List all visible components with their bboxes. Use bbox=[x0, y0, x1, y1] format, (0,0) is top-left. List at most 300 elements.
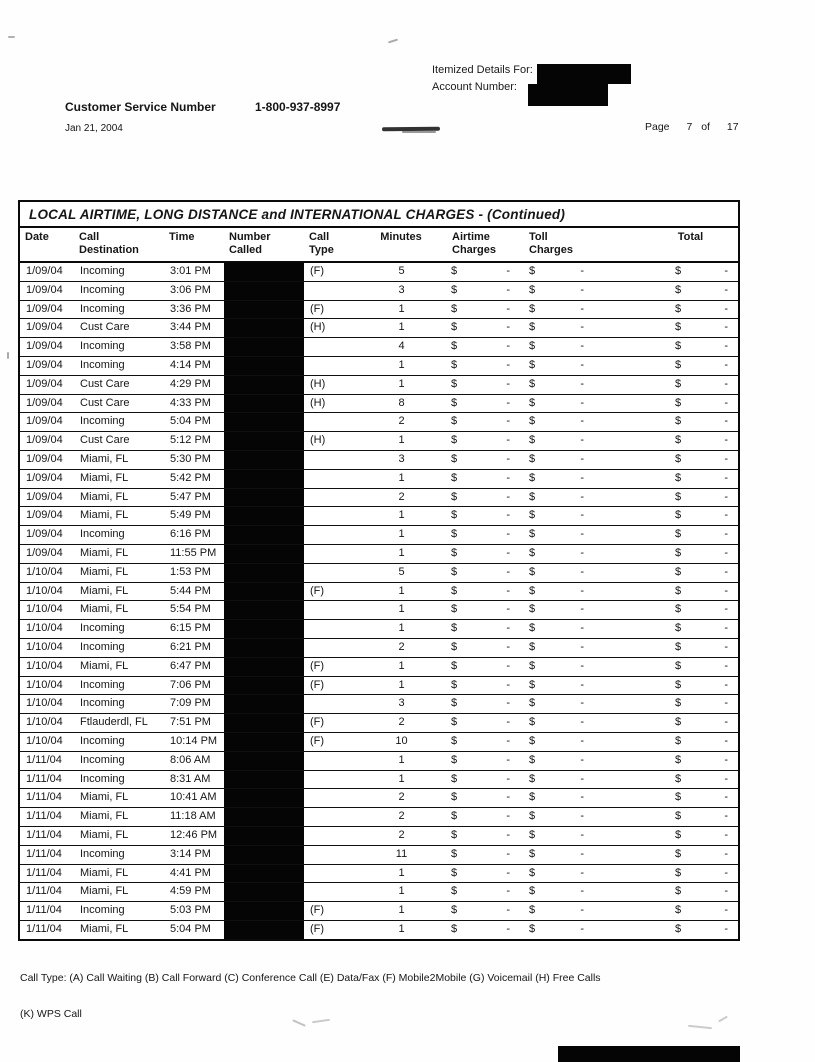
total-amount: - bbox=[724, 283, 728, 296]
cell-minutes: 1 bbox=[354, 676, 447, 695]
cell-date: 1/11/04 bbox=[20, 789, 74, 808]
cell-number-called-redacted bbox=[224, 413, 304, 432]
cell-date: 1/10/04 bbox=[20, 620, 74, 639]
cell-airtime-charges bbox=[447, 770, 524, 789]
cell-time: 8:31 AM bbox=[164, 770, 224, 789]
cell-time: 6:16 PM bbox=[164, 526, 224, 545]
currency-symbol: $ bbox=[451, 283, 458, 296]
cell-number-called-redacted bbox=[224, 394, 304, 413]
total-amount: - bbox=[724, 622, 728, 635]
cell-destination: Cust Care bbox=[74, 319, 164, 338]
cell-destination: Miami, FL bbox=[74, 826, 164, 845]
cell-destination: Incoming bbox=[74, 526, 164, 545]
cell-number-called-redacted bbox=[224, 676, 304, 695]
cell-total bbox=[642, 338, 738, 357]
cell-minutes: 1 bbox=[354, 883, 447, 902]
total-amount: - bbox=[724, 810, 728, 823]
cell-minutes: 1 bbox=[354, 375, 447, 394]
cell-date: 1/11/04 bbox=[20, 770, 74, 789]
page-label: Page bbox=[645, 121, 670, 133]
currency-symbol: $ bbox=[529, 340, 536, 353]
cell-airtime-charges bbox=[447, 808, 524, 827]
currency-symbol: $ bbox=[451, 866, 458, 879]
cell-call-type bbox=[304, 469, 354, 488]
cell-minutes: 10 bbox=[354, 732, 447, 751]
currency-symbol: $ bbox=[529, 546, 536, 559]
cell-total bbox=[642, 544, 738, 563]
cell-toll-charges bbox=[524, 488, 642, 507]
cell-date: 1/10/04 bbox=[20, 695, 74, 714]
total-amount: - bbox=[724, 471, 728, 484]
cell-number-called-redacted bbox=[224, 356, 304, 375]
cell-call-type: (F) bbox=[304, 582, 354, 601]
toll-amount: - bbox=[580, 828, 584, 841]
toll-amount: - bbox=[580, 885, 584, 898]
cell-number-called-redacted bbox=[224, 714, 304, 733]
cell-number-called-redacted bbox=[224, 826, 304, 845]
cell-minutes: 1 bbox=[354, 507, 447, 526]
cell-toll-charges bbox=[524, 864, 642, 883]
total-amount: - bbox=[724, 302, 728, 315]
currency-symbol: $ bbox=[451, 847, 458, 860]
cell-number-called-redacted bbox=[224, 845, 304, 864]
toll-amount: - bbox=[580, 377, 584, 390]
cell-date: 1/10/04 bbox=[20, 657, 74, 676]
cell-toll-charges bbox=[524, 770, 642, 789]
call-record-row bbox=[20, 281, 738, 300]
cell-number-called-redacted bbox=[224, 338, 304, 357]
cell-number-called-redacted bbox=[224, 300, 304, 319]
cell-airtime-charges bbox=[447, 507, 524, 526]
cell-toll-charges bbox=[524, 507, 642, 526]
cell-minutes: 2 bbox=[354, 638, 447, 657]
cell-destination: Incoming bbox=[74, 281, 164, 300]
cell-time: 4:33 PM bbox=[164, 394, 224, 413]
cell-destination: Miami, FL bbox=[74, 469, 164, 488]
cell-total bbox=[642, 751, 738, 770]
cell-number-called-redacted bbox=[224, 432, 304, 451]
cell-total bbox=[642, 808, 738, 827]
cell-minutes: 1 bbox=[354, 526, 447, 545]
cell-toll-charges bbox=[524, 394, 642, 413]
cell-destination: Miami, FL bbox=[74, 601, 164, 620]
airtime-amount: - bbox=[506, 904, 510, 917]
cell-call-type: (F) bbox=[304, 714, 354, 733]
cell-total bbox=[642, 507, 738, 526]
airtime-amount: - bbox=[506, 396, 510, 409]
cell-minutes: 1 bbox=[354, 582, 447, 601]
airtime-amount: - bbox=[506, 678, 510, 691]
cell-date: 1/11/04 bbox=[20, 826, 74, 845]
cell-toll-charges bbox=[524, 526, 642, 545]
cell-toll-charges bbox=[524, 695, 642, 714]
page-number: 7 bbox=[686, 121, 693, 133]
cell-destination: Miami, FL bbox=[74, 507, 164, 526]
cell-time: 12:46 PM bbox=[164, 826, 224, 845]
call-record-row bbox=[20, 902, 738, 921]
cell-total bbox=[642, 676, 738, 695]
cell-time: 5:47 PM bbox=[164, 488, 224, 507]
currency-symbol: $ bbox=[675, 640, 682, 653]
airtime-amount: - bbox=[506, 434, 510, 447]
cell-call-type bbox=[304, 507, 354, 526]
cell-date: 1/10/04 bbox=[20, 563, 74, 582]
cell-toll-charges bbox=[524, 845, 642, 864]
cell-total bbox=[642, 864, 738, 883]
col-header-minutes: Minutes bbox=[354, 228, 447, 262]
currency-symbol: $ bbox=[675, 922, 682, 935]
cell-destination: Cust Care bbox=[74, 432, 164, 451]
cell-date: 1/11/04 bbox=[20, 751, 74, 770]
cell-minutes: 1 bbox=[354, 601, 447, 620]
cell-time: 3:58 PM bbox=[164, 338, 224, 357]
currency-symbol: $ bbox=[529, 678, 536, 691]
call-record-row bbox=[20, 394, 738, 413]
currency-symbol: $ bbox=[451, 415, 458, 428]
cell-total bbox=[642, 394, 738, 413]
currency-symbol: $ bbox=[529, 659, 536, 672]
airtime-amount: - bbox=[506, 321, 510, 334]
airtime-amount: - bbox=[506, 415, 510, 428]
airtime-amount: - bbox=[506, 265, 510, 277]
currency-symbol: $ bbox=[451, 265, 458, 277]
currency-symbol: $ bbox=[529, 283, 536, 296]
toll-amount: - bbox=[580, 734, 584, 747]
currency-symbol: $ bbox=[675, 847, 682, 860]
cell-toll-charges bbox=[524, 450, 642, 469]
col-header-toll-charges: Toll Charges bbox=[524, 228, 642, 262]
airtime-amount: - bbox=[506, 828, 510, 841]
cell-date: 1/11/04 bbox=[20, 864, 74, 883]
cell-toll-charges bbox=[524, 300, 642, 319]
currency-symbol: $ bbox=[529, 734, 536, 747]
col-header-call-destination: Call Destination bbox=[74, 228, 164, 262]
cell-total bbox=[642, 582, 738, 601]
cell-call-type: (F) bbox=[304, 262, 354, 281]
cell-time: 5:30 PM bbox=[164, 450, 224, 469]
toll-amount: - bbox=[580, 603, 584, 616]
cell-number-called-redacted bbox=[224, 808, 304, 827]
currency-symbol: $ bbox=[675, 302, 682, 315]
currency-symbol: $ bbox=[529, 321, 536, 334]
airtime-amount: - bbox=[506, 847, 510, 860]
currency-symbol: $ bbox=[451, 471, 458, 484]
total-amount: - bbox=[724, 922, 728, 935]
currency-symbol: $ bbox=[675, 734, 682, 747]
cell-total bbox=[642, 356, 738, 375]
cell-date: 1/11/04 bbox=[20, 845, 74, 864]
cell-total bbox=[642, 601, 738, 620]
cell-airtime-charges bbox=[447, 544, 524, 563]
toll-amount: - bbox=[580, 396, 584, 409]
total-amount: - bbox=[724, 828, 728, 841]
cell-destination: Incoming bbox=[74, 845, 164, 864]
currency-symbol: $ bbox=[529, 265, 536, 277]
cell-total bbox=[642, 375, 738, 394]
cell-call-type bbox=[304, 563, 354, 582]
toll-amount: - bbox=[580, 622, 584, 635]
cell-time: 10:41 AM bbox=[164, 789, 224, 808]
total-amount: - bbox=[724, 791, 728, 804]
cell-toll-charges bbox=[524, 883, 642, 902]
redaction-footer bbox=[558, 1046, 740, 1062]
call-record-row bbox=[20, 808, 738, 827]
cell-toll-charges bbox=[524, 432, 642, 451]
toll-amount: - bbox=[580, 716, 584, 729]
redaction-customer-name bbox=[537, 64, 631, 84]
currency-symbol: $ bbox=[451, 622, 458, 635]
cell-minutes: 3 bbox=[354, 450, 447, 469]
total-amount: - bbox=[724, 716, 728, 729]
cell-destination: Miami, FL bbox=[74, 789, 164, 808]
cell-time: 4:59 PM bbox=[164, 883, 224, 902]
scan-artifact bbox=[7, 352, 9, 359]
total-amount: - bbox=[724, 697, 728, 710]
cell-total bbox=[642, 770, 738, 789]
toll-amount: - bbox=[580, 283, 584, 296]
currency-symbol: $ bbox=[675, 358, 682, 371]
cell-minutes: 4 bbox=[354, 338, 447, 357]
toll-amount: - bbox=[580, 922, 584, 935]
cell-time: 6:47 PM bbox=[164, 657, 224, 676]
cell-number-called-redacted bbox=[224, 563, 304, 582]
charges-table-title: LOCAL AIRTIME, LONG DISTANCE and INTERNATIONAL CHARGES - (Continued) bbox=[20, 202, 738, 228]
cell-time: 5:44 PM bbox=[164, 582, 224, 601]
total-amount: - bbox=[724, 452, 728, 465]
cell-total bbox=[642, 902, 738, 921]
cell-minutes: 5 bbox=[354, 262, 447, 281]
currency-symbol: $ bbox=[675, 434, 682, 447]
currency-symbol: $ bbox=[451, 716, 458, 729]
cell-minutes: 2 bbox=[354, 808, 447, 827]
cell-date: 1/10/04 bbox=[20, 582, 74, 601]
cell-toll-charges bbox=[524, 620, 642, 639]
cell-date: 1/09/04 bbox=[20, 450, 74, 469]
cell-airtime-charges bbox=[447, 413, 524, 432]
col-header-call-type: Call Type bbox=[304, 228, 354, 262]
cell-airtime-charges bbox=[447, 469, 524, 488]
call-type-legend: Call Type: (A) Call Waiting (B) Call Forward (C) Conference Call (E) Data/Fax (F) Mobile2Mobile (G) Voicemail (H) Free Calls bbox=[20, 972, 601, 984]
toll-amount: - bbox=[580, 697, 584, 710]
cell-time: 3:01 PM bbox=[164, 262, 224, 281]
cell-minutes: 2 bbox=[354, 488, 447, 507]
cell-total bbox=[642, 300, 738, 319]
cell-destination: Miami, FL bbox=[74, 883, 164, 902]
cell-call-type bbox=[304, 338, 354, 357]
airtime-amount: - bbox=[506, 659, 510, 672]
cell-total bbox=[642, 281, 738, 300]
cell-minutes: 1 bbox=[354, 300, 447, 319]
cell-number-called-redacted bbox=[224, 262, 304, 281]
cell-airtime-charges bbox=[447, 338, 524, 357]
cell-airtime-charges bbox=[447, 751, 524, 770]
cell-minutes: 1 bbox=[354, 469, 447, 488]
cell-date: 1/09/04 bbox=[20, 507, 74, 526]
airtime-amount: - bbox=[506, 753, 510, 766]
cell-airtime-charges bbox=[447, 563, 524, 582]
currency-symbol: $ bbox=[451, 358, 458, 371]
cell-destination: Incoming bbox=[74, 638, 164, 657]
total-amount: - bbox=[724, 753, 728, 766]
cell-number-called-redacted bbox=[224, 883, 304, 902]
cell-minutes: 1 bbox=[354, 770, 447, 789]
customer-service-number: 1-800-937-8997 bbox=[255, 100, 341, 114]
cell-total bbox=[642, 826, 738, 845]
cell-time: 3:06 PM bbox=[164, 281, 224, 300]
cell-destination: Miami, FL bbox=[74, 864, 164, 883]
currency-symbol: $ bbox=[675, 528, 682, 541]
toll-amount: - bbox=[580, 302, 584, 315]
cell-time: 7:06 PM bbox=[164, 676, 224, 695]
call-record-row bbox=[20, 544, 738, 563]
cell-minutes: 3 bbox=[354, 695, 447, 714]
total-amount: - bbox=[724, 772, 728, 785]
call-record-row bbox=[20, 695, 738, 714]
cell-total bbox=[642, 432, 738, 451]
cell-airtime-charges bbox=[447, 281, 524, 300]
currency-symbol: $ bbox=[451, 377, 458, 390]
total-amount: - bbox=[724, 546, 728, 559]
page-indicator bbox=[645, 121, 739, 133]
cell-destination: Cust Care bbox=[74, 394, 164, 413]
cell-time: 7:09 PM bbox=[164, 695, 224, 714]
total-amount: - bbox=[724, 885, 728, 898]
airtime-amount: - bbox=[506, 528, 510, 541]
cell-total bbox=[642, 845, 738, 864]
cell-date: 1/09/04 bbox=[20, 394, 74, 413]
currency-symbol: $ bbox=[451, 904, 458, 917]
total-amount: - bbox=[724, 659, 728, 672]
airtime-amount: - bbox=[506, 697, 510, 710]
currency-symbol: $ bbox=[451, 321, 458, 334]
cell-call-type: (F) bbox=[310, 922, 325, 935]
cell-minutes: 11 bbox=[354, 845, 447, 864]
account-number-label: Account Number: bbox=[432, 81, 517, 93]
cell-airtime-charges bbox=[447, 695, 524, 714]
cell-minutes: 1 bbox=[354, 657, 447, 676]
cell-time: 5:54 PM bbox=[164, 601, 224, 620]
cell-call-type bbox=[304, 601, 354, 620]
col-header-total: Total bbox=[642, 228, 738, 262]
toll-amount: - bbox=[580, 546, 584, 559]
cell-airtime-charges bbox=[447, 845, 524, 864]
scan-artifact bbox=[312, 1019, 330, 1023]
currency-symbol: $ bbox=[529, 622, 536, 635]
total-amount: - bbox=[724, 603, 728, 616]
cell-time: 8:06 AM bbox=[164, 751, 224, 770]
currency-symbol: $ bbox=[451, 302, 458, 315]
toll-amount: - bbox=[580, 659, 584, 672]
cell-time: 3:14 PM bbox=[164, 845, 224, 864]
currency-symbol: $ bbox=[675, 490, 682, 503]
col-header-date: Date bbox=[20, 228, 74, 262]
currency-symbol: $ bbox=[529, 509, 536, 522]
cell-date: 1/11/04 bbox=[20, 902, 74, 921]
cell-number-called-redacted bbox=[224, 864, 304, 883]
airtime-amount: - bbox=[506, 302, 510, 315]
cell-destination: Incoming bbox=[74, 732, 164, 751]
cell-destination: Ftlauderdl, FL bbox=[74, 714, 164, 733]
currency-symbol: $ bbox=[451, 528, 458, 541]
call-record-row bbox=[20, 770, 738, 789]
currency-symbol: $ bbox=[529, 490, 536, 503]
cell-toll-charges bbox=[524, 808, 642, 827]
airtime-amount: - bbox=[506, 565, 510, 578]
total-amount: - bbox=[724, 565, 728, 578]
cell-number-called-redacted bbox=[224, 469, 304, 488]
currency-symbol: $ bbox=[529, 565, 536, 578]
airtime-amount: - bbox=[506, 734, 510, 747]
currency-symbol: $ bbox=[675, 885, 682, 898]
cell-airtime-charges bbox=[447, 732, 524, 751]
cell-date: 1/11/04 bbox=[20, 808, 74, 827]
cell-date: 1/09/04 bbox=[20, 281, 74, 300]
currency-symbol: $ bbox=[451, 828, 458, 841]
cell-number-called-redacted bbox=[224, 526, 304, 545]
currency-symbol: $ bbox=[675, 509, 682, 522]
cell-time: 5:04 PM bbox=[164, 413, 224, 432]
currency-symbol: $ bbox=[451, 734, 458, 747]
toll-amount: - bbox=[580, 471, 584, 484]
airtime-amount: - bbox=[506, 377, 510, 390]
cell-toll-charges bbox=[524, 826, 642, 845]
currency-symbol: $ bbox=[529, 810, 536, 823]
cell-call-type bbox=[304, 281, 354, 300]
currency-symbol: $ bbox=[451, 791, 458, 804]
cell-call-type bbox=[304, 826, 354, 845]
currency-symbol: $ bbox=[451, 565, 458, 578]
cell-toll-charges bbox=[524, 262, 642, 281]
cell-destination: Incoming bbox=[74, 338, 164, 357]
total-amount: - bbox=[724, 434, 728, 447]
cell-airtime-charges bbox=[447, 657, 524, 676]
cell-number-called-redacted bbox=[224, 695, 304, 714]
cell-number-called-redacted bbox=[224, 789, 304, 808]
total-amount: - bbox=[724, 584, 728, 597]
cell-destination: Miami, FL bbox=[80, 922, 129, 935]
cell-airtime-charges bbox=[447, 526, 524, 545]
cell-call-type bbox=[304, 883, 354, 902]
cell-date: 1/09/04 bbox=[20, 375, 74, 394]
call-record-row bbox=[20, 507, 738, 526]
currency-symbol: $ bbox=[675, 321, 682, 334]
airtime-amount: - bbox=[506, 716, 510, 729]
cell-total bbox=[642, 620, 738, 639]
total-amount: - bbox=[724, 340, 728, 353]
call-record-row bbox=[20, 375, 738, 394]
airtime-amount: - bbox=[506, 490, 510, 503]
currency-symbol: $ bbox=[451, 434, 458, 447]
call-record-row bbox=[20, 789, 738, 808]
cell-time: 5:04 PM bbox=[170, 922, 211, 935]
cell-call-type: (F) bbox=[304, 300, 354, 319]
call-record-row bbox=[20, 563, 738, 582]
wps-call-note: (K) WPS Call bbox=[20, 1008, 82, 1020]
customer-service-label: Customer Service Number bbox=[65, 100, 216, 114]
call-record-row bbox=[20, 432, 738, 451]
airtime-amount: - bbox=[506, 358, 510, 371]
call-record-row bbox=[20, 356, 738, 375]
cell-destination: Incoming bbox=[74, 620, 164, 639]
cell-destination: Cust Care bbox=[74, 375, 164, 394]
cell-minutes: 1 bbox=[354, 544, 447, 563]
cell-toll-charges bbox=[524, 657, 642, 676]
call-record-row bbox=[20, 601, 738, 620]
cell-date: 1/10/04 bbox=[20, 714, 74, 733]
cell-time: 6:15 PM bbox=[164, 620, 224, 639]
airtime-amount: - bbox=[506, 452, 510, 465]
cell-number-called-redacted bbox=[224, 920, 304, 938]
